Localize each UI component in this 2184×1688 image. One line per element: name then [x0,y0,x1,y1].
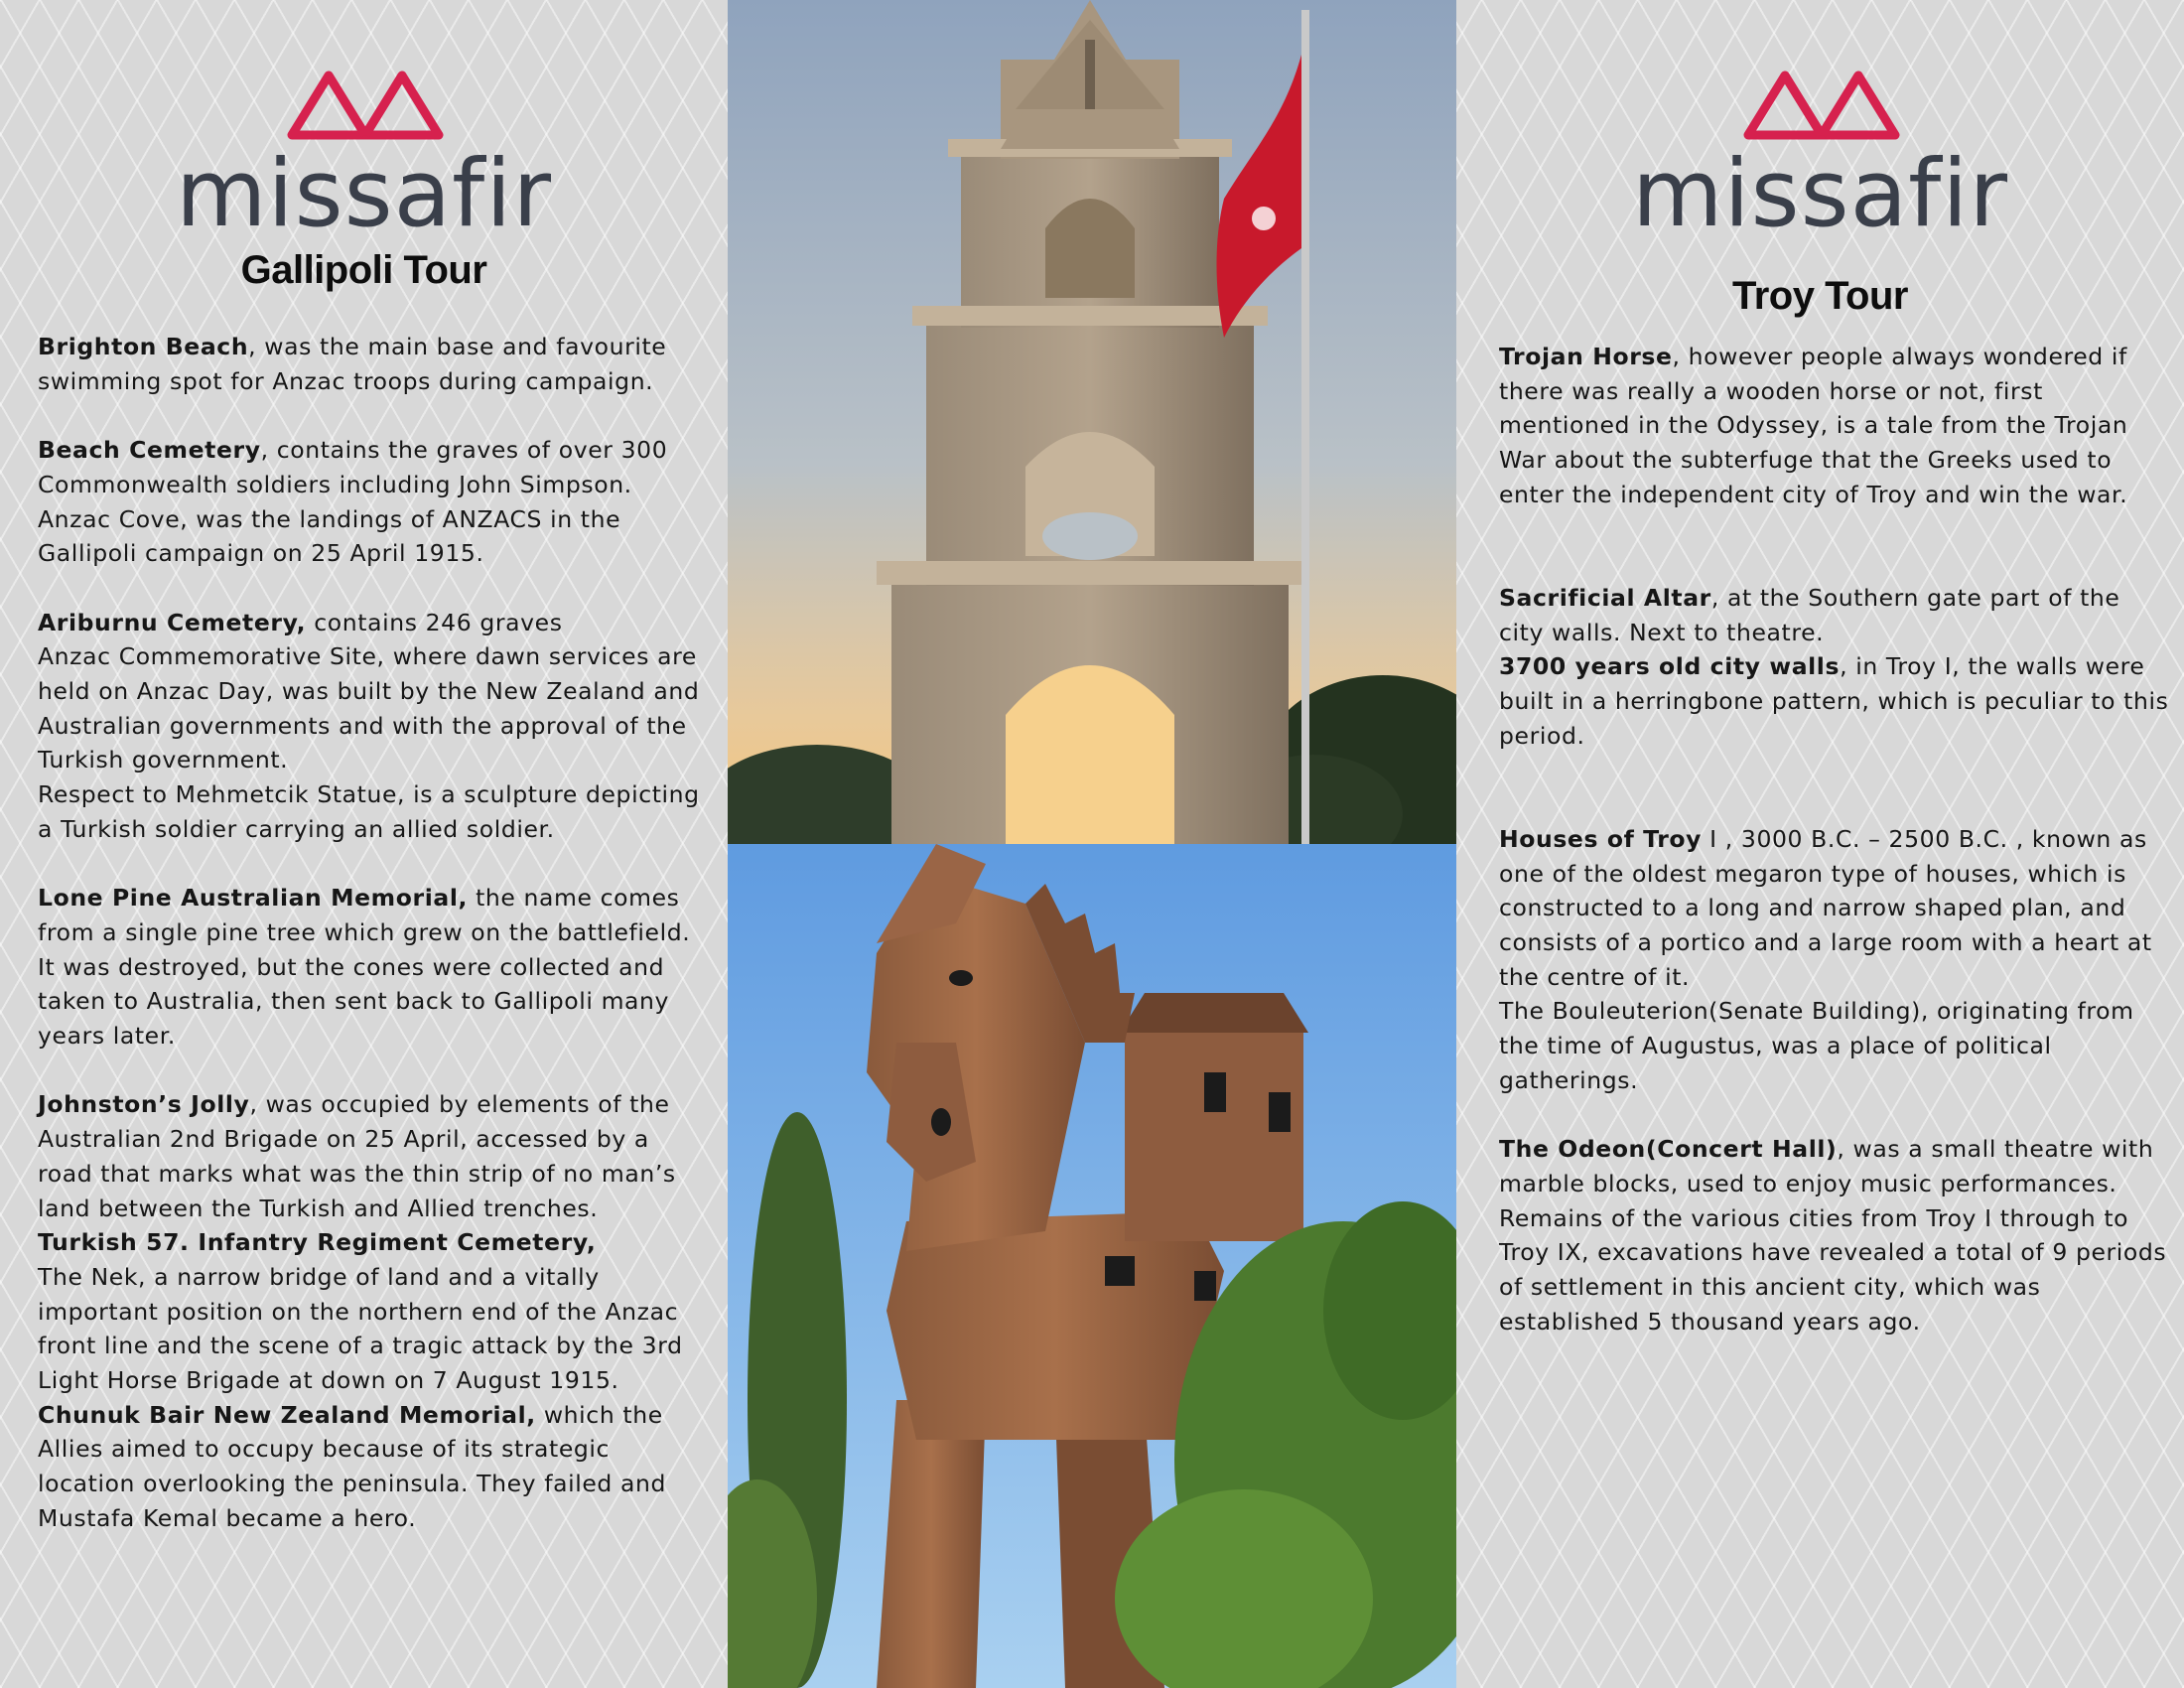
list-item: Respect to Mehmetcik Statue, is a sculpture depicting a Turkish soldier carrying an allied soldier. [38,780,700,843]
gallipoli-panel [0,0,728,1688]
troy-text [1499,340,2170,1338]
troy-panel [1456,0,2184,1688]
gallipoli-text [38,330,703,1536]
list-item: Houses of Troy I , 3000 B.C. – 2500 B.C. , known as one of the oldest megaron type of houses, which is constructed to a long and narrow shaped plan, and consists of a portico and a large room with a heart at the centre of it. [1499,824,2152,991]
list-item: The Odeon(Concert Hall), was a small theatre with marble blocks, used to enjoy music performances. [1499,1135,2154,1197]
list-item: Chunuk Bair New Zealand Memorial, which the Allies aimed to occupy because of its strategic location overlooking the peninsula. They failed and Mustafa Kemal became a hero. [38,1400,667,1532]
trojan-horse-photo [728,844,1456,1688]
list-item: Johnston’s Jolly, was occupied by elements of the Australian 2nd Brigade on 25 April, accessed by a road that marks what was the thin strip of no man’s land between the Turkish and Allied trenches. [38,1090,676,1222]
list-item: Beach Cemetery, contains the graves of over 300 Commonwealth soldiers including John Simpson. [38,436,668,498]
brand-name: missafir [1631,140,2009,248]
list-item: Ariburnu Cemetery, contains 246 graves [38,608,563,636]
twin-mountain-logo-icon [284,66,445,141]
photo-column [728,0,1456,1688]
list-item: Sacrificial Altar, at the Southern gate part of the city walls. Next to theatre. [1499,583,2120,646]
page-title: Gallipoli Tour [240,248,487,292]
list-item: Trojan Horse, however people always wondered if there was really a wooden horse or not, first mentioned in the Odyssey, is a tale from the Trojan War about the subterfuge that the Greeks used to enter the independent city of Troy and win the war. [1499,343,2128,508]
twin-mountain-logo-icon [1740,66,1901,141]
list-item: Anzac Cove, was the landings of ANZACS in the Gallipoli campaign on 25 April 1915. [38,504,621,568]
missafir-logo [0,66,728,248]
list-item: The Bouleuterion(Senate Building), originating from the time of Augustus, was a place of political gatherings. [1499,997,2134,1094]
missafir-logo [1456,66,2184,248]
brand-name: missafir [175,140,553,248]
list-item: Lone Pine Australian Memorial, the name comes from a single pine tree which grew on the battlefield. It was destroyed, but the cones were collected and taken to Australia, then sent back to Gallipoli many years later. [38,884,691,1051]
list-item: Turkish 57. Infantry Regiment Cemetery, [38,1228,597,1257]
list-item: Brighton Beach, was the main base and favourite swimming spot for Anzac troops during campaign. [38,333,667,395]
list-item: The Nek, a narrow bridge of land and a vitally important position on the northern end of the Anzac front line and the scene of a tragic attack by the 3rd Light Horse Brigade at down on 7 August 1915. [38,1262,683,1395]
memorial-tower-photo [728,0,1456,844]
page-title: Troy Tour [1732,274,1908,318]
list-item: 3700 years old city walls, in Troy I, the walls were built in a herringbone pattern, which is peculiar to this period. [1499,652,2169,750]
list-item: Remains of the various cities from Troy I through to Troy IX, excavations have revealed a total of 9 periods of settlement in this ancient city, which was established 5 thousand years ago. [1499,1203,2167,1336]
list-item: Anzac Commemorative Site, where dawn services are held on Anzac Day, was built by the New Zealand and Australian governments and with the approval of the Turkish government. [38,642,700,774]
